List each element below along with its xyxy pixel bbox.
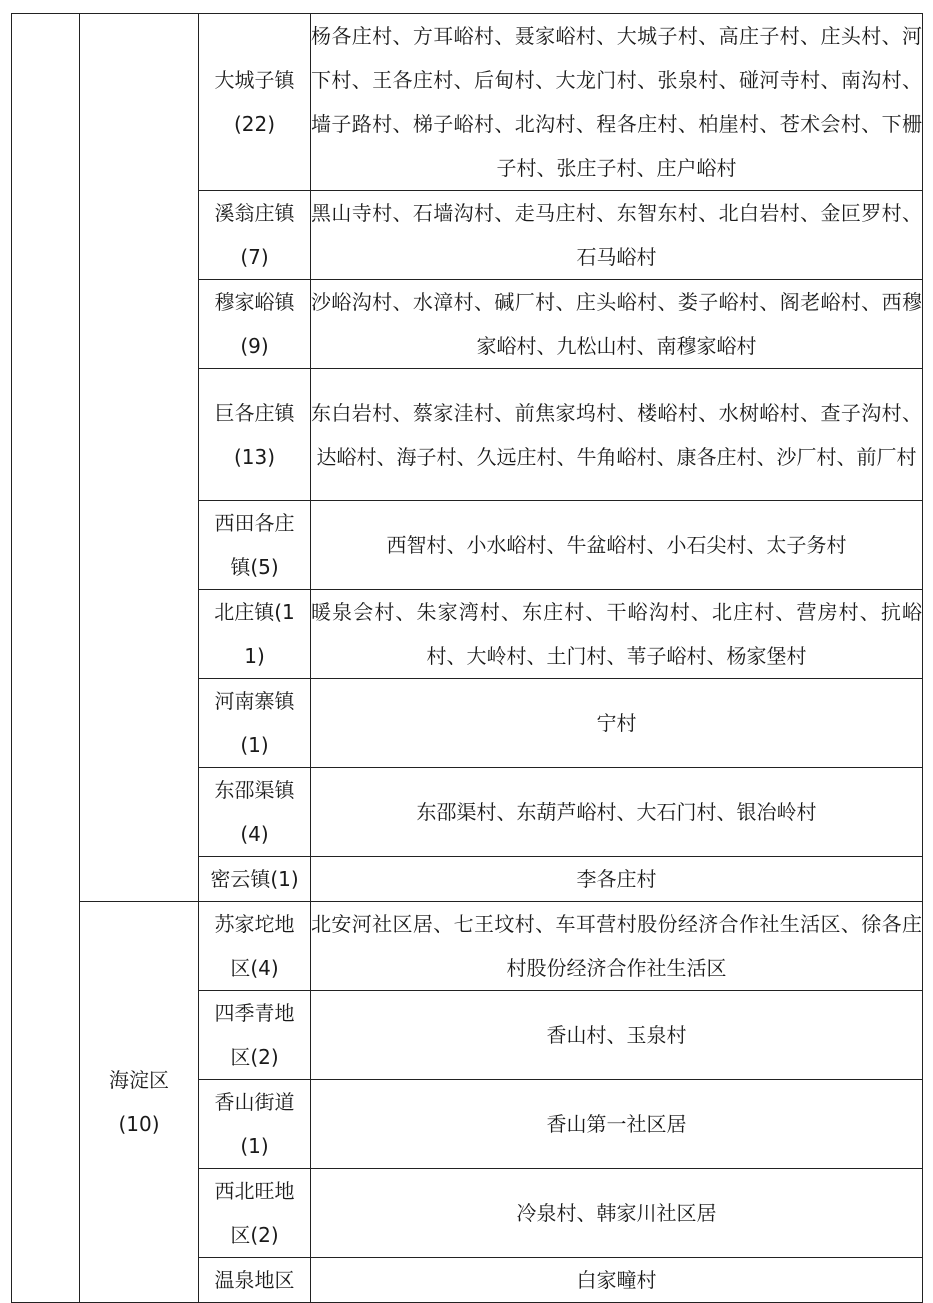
- town-cell: 苏家坨地区(4): [199, 902, 311, 991]
- villages-cell: 香山村、玉泉村: [311, 991, 923, 1080]
- villages-cell: 香山第一社区居: [311, 1080, 923, 1169]
- town-cell: 香山街道(1): [199, 1080, 311, 1169]
- villages-cell: 白家疃村: [311, 1258, 923, 1303]
- villages-cell: 冷泉村、韩家川社区居: [311, 1169, 923, 1258]
- town-cell: 西北旺地区(2): [199, 1169, 311, 1258]
- town-cell: 北庄镇(11): [199, 590, 311, 679]
- town-cell: 巨各庄镇(13): [199, 369, 311, 501]
- district-name: 海淀区: [109, 1068, 169, 1092]
- town-cell: 四季青地区(2): [199, 991, 311, 1080]
- town-cell: 东邵渠镇(4): [199, 768, 311, 857]
- villages-cell: 东邵渠村、东葫芦峪村、大石门村、银冶岭村: [311, 768, 923, 857]
- town-cell: 河南寨镇(1): [199, 679, 311, 768]
- villages-cell: 宁村: [311, 679, 923, 768]
- town-cell: 温泉地区: [199, 1258, 311, 1303]
- town-cell: 密云镇(1): [199, 857, 311, 902]
- district-count: (10): [118, 1112, 160, 1136]
- villages-cell: 暖泉会村、朱家湾村、东庄村、干峪沟村、北庄村、营房村、抗峪村、大岭村、土门村、苇子峪村、杨家堡村: [311, 590, 923, 679]
- villages-cell: 北安河社区居、七王坟村、车耳营村股份经济合作社生活区、徐各庄村股份经济合作社生活区: [311, 902, 923, 991]
- outer-index-cell: [12, 14, 80, 1303]
- town-cell: 西田各庄镇(5): [199, 501, 311, 590]
- villages-cell: 东白岩村、蔡家洼村、前焦家坞村、楼峪村、水树峪村、查子沟村、达峪村、海子村、久远庄村、牛角峪村、康各庄村、沙厂村、前厂村: [311, 369, 923, 501]
- district-cell-miyun: [80, 14, 199, 902]
- villages-cell: 黑山寺村、石墙沟村、走马庄村、东智东村、北白岩村、金叵罗村、石马峪村: [311, 191, 923, 280]
- table-row: [12, 14, 923, 191]
- villages-cell: 李各庄村: [311, 857, 923, 902]
- villages-cell: 杨各庄村、方耳峪村、聂家峪村、大城子村、高庄子村、庄头村、河下村、王各庄村、后甸村、大龙门村、张泉村、碰河寺村、南沟村、墙子路村、梯子峪村、北沟村、程各庄村、柏崖村、苍术会村、下栅子村、张庄子村、庄户峪村: [311, 14, 923, 191]
- table-row: [12, 902, 923, 991]
- town-cell: 大城子镇(22): [199, 14, 311, 191]
- district-cell-haidian: [80, 902, 199, 1303]
- villages-cell: 沙峪沟村、水漳村、碱厂村、庄头峪村、娄子峪村、阁老峪村、西穆家峪村、九松山村、南穆家峪村: [311, 280, 923, 369]
- town-cell: 穆家峪镇(9): [199, 280, 311, 369]
- village-list-table: [11, 13, 923, 1303]
- town-cell: 溪翁庄镇(7): [199, 191, 311, 280]
- villages-cell: 西智村、小水峪村、牛盆峪村、小石尖村、太子务村: [311, 501, 923, 590]
